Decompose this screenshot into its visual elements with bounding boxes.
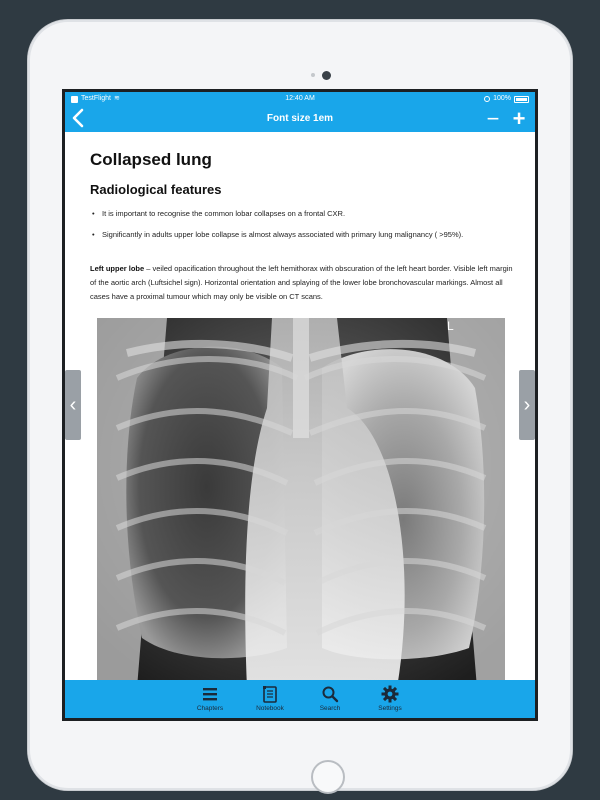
sensor-dot (311, 73, 315, 77)
nav-bar (65, 106, 535, 132)
battery-percent: 100% (493, 95, 511, 102)
status-time: 12:40 AM (285, 95, 315, 102)
list-icon (201, 685, 219, 703)
status-app-name: TestFlight (81, 95, 111, 102)
previous-page-button[interactable]: ‹ (65, 370, 81, 440)
gear-icon (381, 685, 399, 703)
front-camera (322, 71, 331, 80)
next-page-button[interactable]: › (519, 370, 535, 440)
tab-label: Settings (378, 705, 402, 712)
page-title: Font size 1em (266, 113, 334, 124)
tab-search[interactable] (304, 680, 356, 718)
bullet-item: • Significantly in adults upper lobe collapse is almost always associated with primary lung malignancy ( >95%). (90, 229, 510, 241)
article-content (65, 132, 535, 686)
bullet-list (90, 208, 510, 250)
tab-chapters[interactable] (184, 680, 236, 718)
tab-label: Notebook (256, 705, 284, 712)
rotation-lock-icon (484, 96, 490, 102)
tab-label: Chapters (196, 705, 224, 712)
tab-notebook[interactable] (244, 680, 296, 718)
chest-xray-image (97, 318, 505, 686)
chest-xray-drawing (97, 318, 505, 686)
increase-font-button[interactable]: + (512, 106, 526, 131)
description-paragraph (90, 262, 515, 304)
status-bar (65, 92, 535, 106)
wifi-icon: ≋ (113, 95, 120, 102)
notebook-icon (261, 685, 279, 703)
battery-icon (514, 96, 529, 103)
section-heading: Radiological features (90, 182, 222, 197)
paragraph-lead: Left upper lobe (90, 264, 145, 273)
tab-label: Search (319, 705, 341, 712)
tab-settings[interactable] (364, 680, 416, 718)
decrease-font-button[interactable]: − (486, 106, 500, 131)
search-icon (321, 685, 339, 703)
article-title: Collapsed lung (90, 150, 212, 169)
tab-bar (65, 680, 535, 718)
paragraph-text: – veiled opacification throughout the left hemithorax with obscuration of the left heart border. Visible left margin of the aortic arch (Luftsichel sign). Horizontal orientation and splaying of the lower lobe bronchovascular markings. Almost all cases have a proximal tumour which may only be visible on CT scans. (90, 264, 513, 301)
app-screen (62, 89, 538, 721)
home-button[interactable] (311, 760, 345, 794)
xray-marker: L (447, 319, 454, 333)
bullet-item: • It is important to recognise the common lobar collapses on a frontal CXR. (90, 208, 510, 220)
